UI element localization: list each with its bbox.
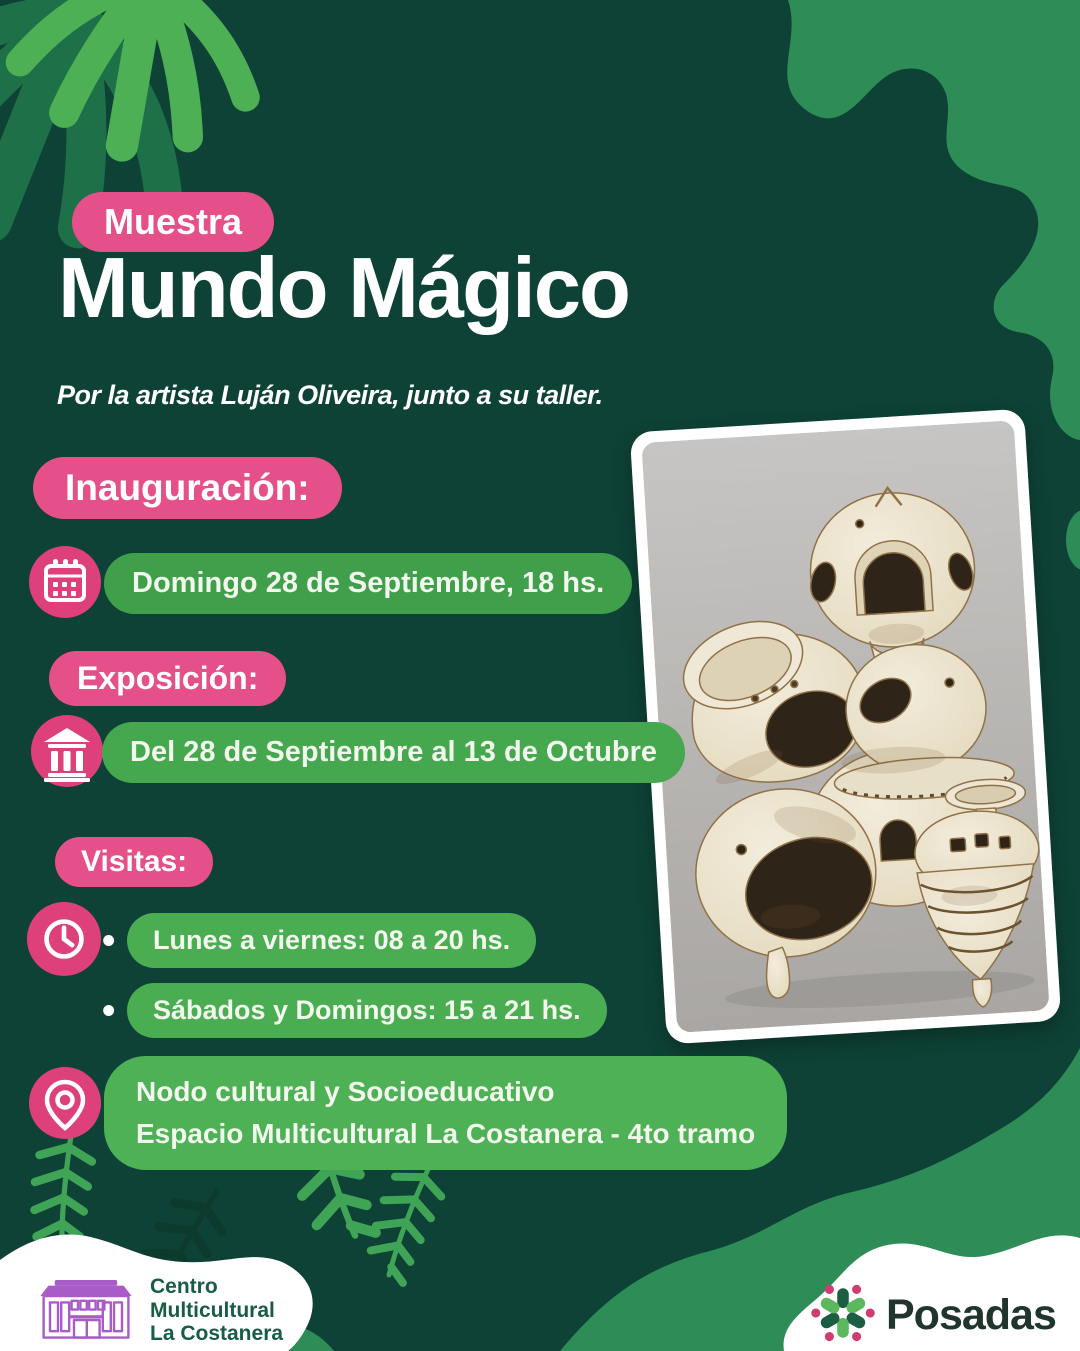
exposicion-date-pill: Del 28 de Septiembre al 13 de Octubre xyxy=(102,722,685,783)
bullet-icon: • xyxy=(102,920,116,962)
location-pin-icon xyxy=(29,1067,101,1139)
subtitle: Por la artista Luján Oliveira, junto a su taller. xyxy=(57,380,603,410)
centro-multicultural-logo xyxy=(34,1272,283,1349)
posadas-flower-icon xyxy=(810,1280,876,1351)
clock-icon xyxy=(27,902,101,976)
bullet-icon: • xyxy=(102,990,116,1032)
corner-blob xyxy=(787,0,1080,440)
edge-blob xyxy=(1066,510,1080,570)
visitas-weekday-pill: Lunes a viernes: 08 a 20 hs. xyxy=(127,913,536,968)
muestra-badge: Muestra xyxy=(72,192,274,252)
location-line: Espacio Multicultural La Costanera - 4to tramo xyxy=(136,1118,756,1149)
museum-icon xyxy=(31,715,103,787)
exposicion-label: Exposición: xyxy=(49,651,286,706)
inauguracion-date-pill: Domingo 28 de Septiembre, 18 hs. xyxy=(104,553,632,614)
centro-logo-text: Centro Multicultural La Costanera xyxy=(150,1275,284,1346)
calendar-icon xyxy=(29,546,101,618)
building-icon xyxy=(34,1272,138,1349)
page-title: Mundo Mágico xyxy=(58,241,629,336)
location-pill xyxy=(104,1056,787,1170)
posadas-logo xyxy=(810,1280,1056,1351)
visitas-weekend-pill: Sábados y Domingos: 15 a 21 hs. xyxy=(127,983,607,1038)
visitas-label: Visitas: xyxy=(55,837,213,887)
ceramic-sculpture-image xyxy=(641,420,1049,1033)
exhibit-photo xyxy=(630,409,1062,1045)
posadas-logo-text: Posadas xyxy=(886,1291,1056,1339)
inauguracion-label: Inauguración: xyxy=(33,457,342,519)
location-line: Nodo cultural y Socioeducativo xyxy=(136,1076,555,1107)
